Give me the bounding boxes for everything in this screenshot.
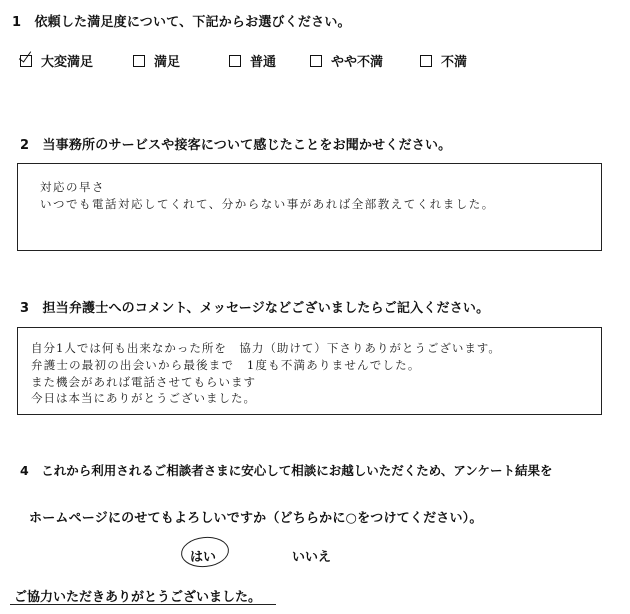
- closing-underline: [10, 604, 276, 605]
- question-2-label: 2 当事務所のサービスや接客について感じたことをお聞かせください。: [20, 138, 452, 153]
- checkbox-icon[interactable]: [310, 55, 322, 67]
- question-1-label: 1 依頼した満足度について、下記からお選びください。: [12, 15, 351, 30]
- question-4-label: 4 これから利用されるご相談者さまに安心して相談にお越しいただくため、アンケート結果を: [20, 463, 553, 478]
- checkbox-icon[interactable]: [229, 55, 241, 67]
- closing-message: ご協力いただきありがとうございました。: [14, 590, 262, 605]
- question-4-label-line2: ホームページにのせてもよろしいですか（どちらかに○をつけてください）。: [29, 511, 483, 526]
- option-satisfied[interactable]: [133, 51, 180, 70]
- answer-no[interactable]: いいえ: [292, 550, 332, 565]
- handwritten-line: 今日は本当にありがとうございました。: [31, 391, 256, 405]
- handwritten-line: また機会があれば電話させてもらいます: [31, 375, 256, 389]
- option-normal[interactable]: [229, 51, 276, 70]
- option-very-satisfied[interactable]: [20, 51, 93, 70]
- handwritten-line: 対応の早さ: [40, 180, 105, 194]
- handwritten-line: 弁護士の最初の出会いから最後まで 1度も不満ありませんでした。: [31, 358, 421, 372]
- option-label: 普通: [250, 55, 277, 70]
- question-3-label: 3 担当弁護士へのコメント、メッセージなどございましたらご記入ください。: [20, 301, 490, 316]
- handwritten-line: 自分1人では何も出来なかった所を 協力（助けて）下さりありがとうございます。: [31, 341, 501, 355]
- selection-circle-mark: [180, 535, 231, 570]
- checkbox-checked-icon[interactable]: [20, 55, 32, 67]
- answer-yes[interactable]: はい: [190, 550, 217, 565]
- handwritten-line: いつでも電話対応してくれて、分からない事があれば全部教えてくれました。: [40, 197, 495, 211]
- option-label: 大変満足: [41, 55, 94, 70]
- option-somewhat-dissatisfied[interactable]: [310, 51, 383, 70]
- option-dissatisfied[interactable]: [420, 51, 467, 70]
- option-label: やや不満: [331, 55, 384, 70]
- checkbox-icon[interactable]: [133, 55, 145, 67]
- option-label: 満足: [154, 55, 181, 70]
- checkbox-icon[interactable]: [420, 55, 432, 67]
- option-label: 不満: [441, 55, 468, 70]
